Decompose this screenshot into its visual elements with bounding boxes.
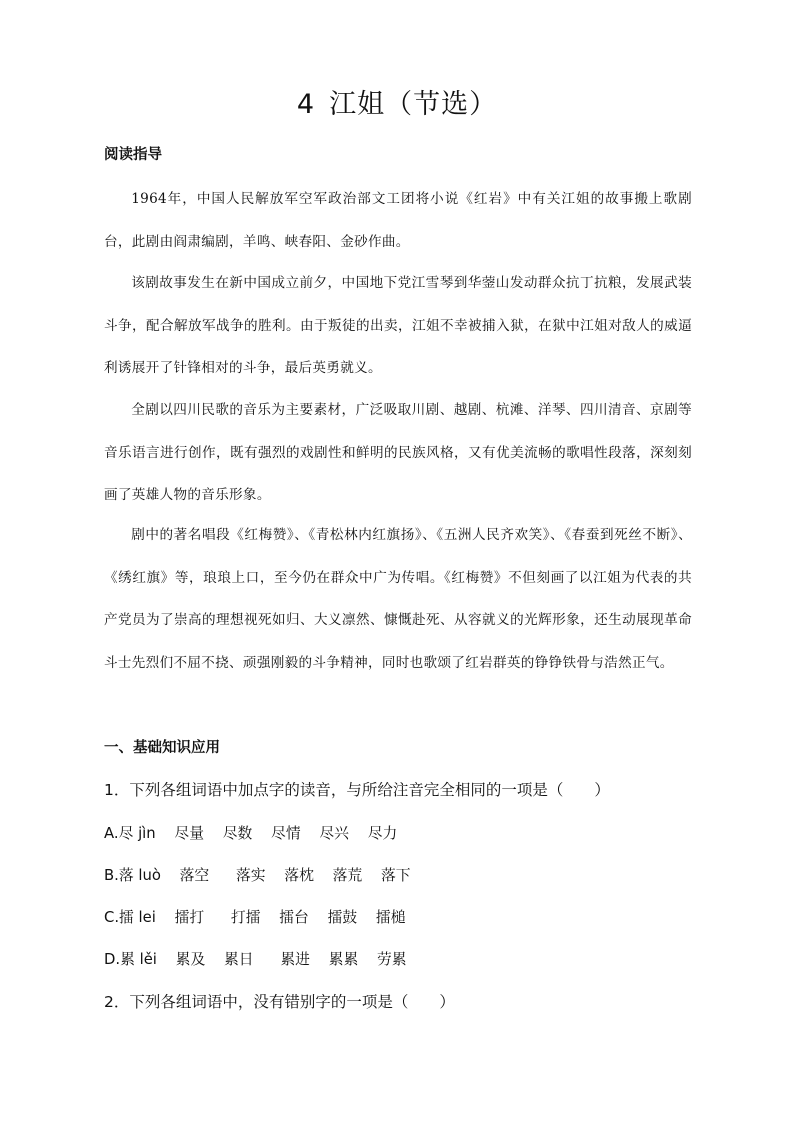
- option-word: 尽力: [367, 825, 398, 842]
- option-word: 尽量: [174, 825, 204, 842]
- option-word: 打擂: [230, 909, 261, 926]
- guide-paragraph-3: 全剧以四川民歌的音乐为主要素材，广泛吸取川剧、越剧、杭滩、洋琴、四川清音、京剧等音乐语言进行创作，既有强烈的戏剧性和鲜明的民族风格，又有优美流畅的歌唱性段落，深刻刻画了英雄人物的音乐形象。: [104, 402, 692, 503]
- question-2-stem: 2．下列各组词语中，没有错别字的一项是（ ）: [104, 993, 455, 1011]
- option-word: 落枕: [284, 867, 314, 884]
- option-label: A.尽 jìn: [104, 825, 156, 842]
- question-1-option-a: [104, 822, 397, 843]
- option-word: 擂打: [174, 909, 205, 926]
- option-label: B.落 luò: [104, 867, 161, 884]
- option-word: 尽数: [222, 825, 253, 842]
- option-word: 落下: [380, 867, 411, 884]
- option-word: 落空: [179, 867, 210, 884]
- guide-paragraph-2: 该剧故事发生在新中国成立前夕，中国地下党江雪琴到华蓥山发动群众抗丁抗粮，发展武装斗争，配合解放军战争的胜利。由于叛徒的出卖，江姐不幸被捕入狱，在狱中江姐对敌人的威逼利诱展开了针锋相对的斗争，最后英勇就义。: [104, 275, 692, 376]
- option-word: 累累: [328, 951, 359, 968]
- option-word: 尽兴: [319, 825, 349, 842]
- question-1-stem: 1．下列各组词语中加点字的读音，与所给注音完全相同的一项是（ ）: [104, 781, 610, 799]
- option-word: 擂鼓: [327, 909, 358, 926]
- option-word: 尽情: [271, 825, 301, 842]
- option-label: D.累 lěi: [104, 951, 157, 968]
- option-word: 擂槌: [375, 909, 406, 926]
- guide-paragraph-4: 剧中的著名唱段《红梅赞》、《青松林内红旗扬》、《五洲人民齐欢笑》、《春蚕到死丝不断》、《绣红旗》等，琅琅上口，至今仍在群众中广为传唱。《红梅赞》不但刻画了以江姐为代表的共产党员为了崇高的理想视死如归、大义凛然、慷慨赴死、从容就义的光辉形象，还生动展现革命斗士先烈们不屈不挠、顽强刚毅的斗争精神，同时也歌颂了红岩群英的铮铮铁骨与浩然正气。: [104, 527, 692, 671]
- question-1-option-c: [104, 906, 406, 927]
- question-1-option-d: [104, 948, 407, 969]
- option-word: 落实: [235, 867, 266, 884]
- question-1-option-b: [104, 864, 411, 885]
- guide-paragraph-1: 1964年，中国人民解放军空军政治部文工团将小说《红岩》中有关江姐的故事搬上歌剧台，此剧由阎肃编剧，羊鸣、峡春阳、金砂作曲。: [104, 191, 692, 250]
- option-word: 擂台: [279, 909, 309, 926]
- lesson-title: 江姐（节选）: [329, 89, 498, 120]
- option-label: C.擂 lei: [104, 909, 156, 926]
- lesson-number: 4: [296, 89, 316, 120]
- option-word: 劳累: [376, 951, 407, 968]
- option-word: 落荒: [332, 867, 363, 884]
- option-word: 累及: [175, 951, 206, 968]
- reading-guide-heading: 阅读指导: [104, 147, 162, 163]
- option-word: 累进: [280, 951, 310, 968]
- section-heading: 一、基础知识应用: [104, 740, 220, 756]
- option-word: 累日: [223, 951, 254, 968]
- page-title: [0, 82, 794, 121]
